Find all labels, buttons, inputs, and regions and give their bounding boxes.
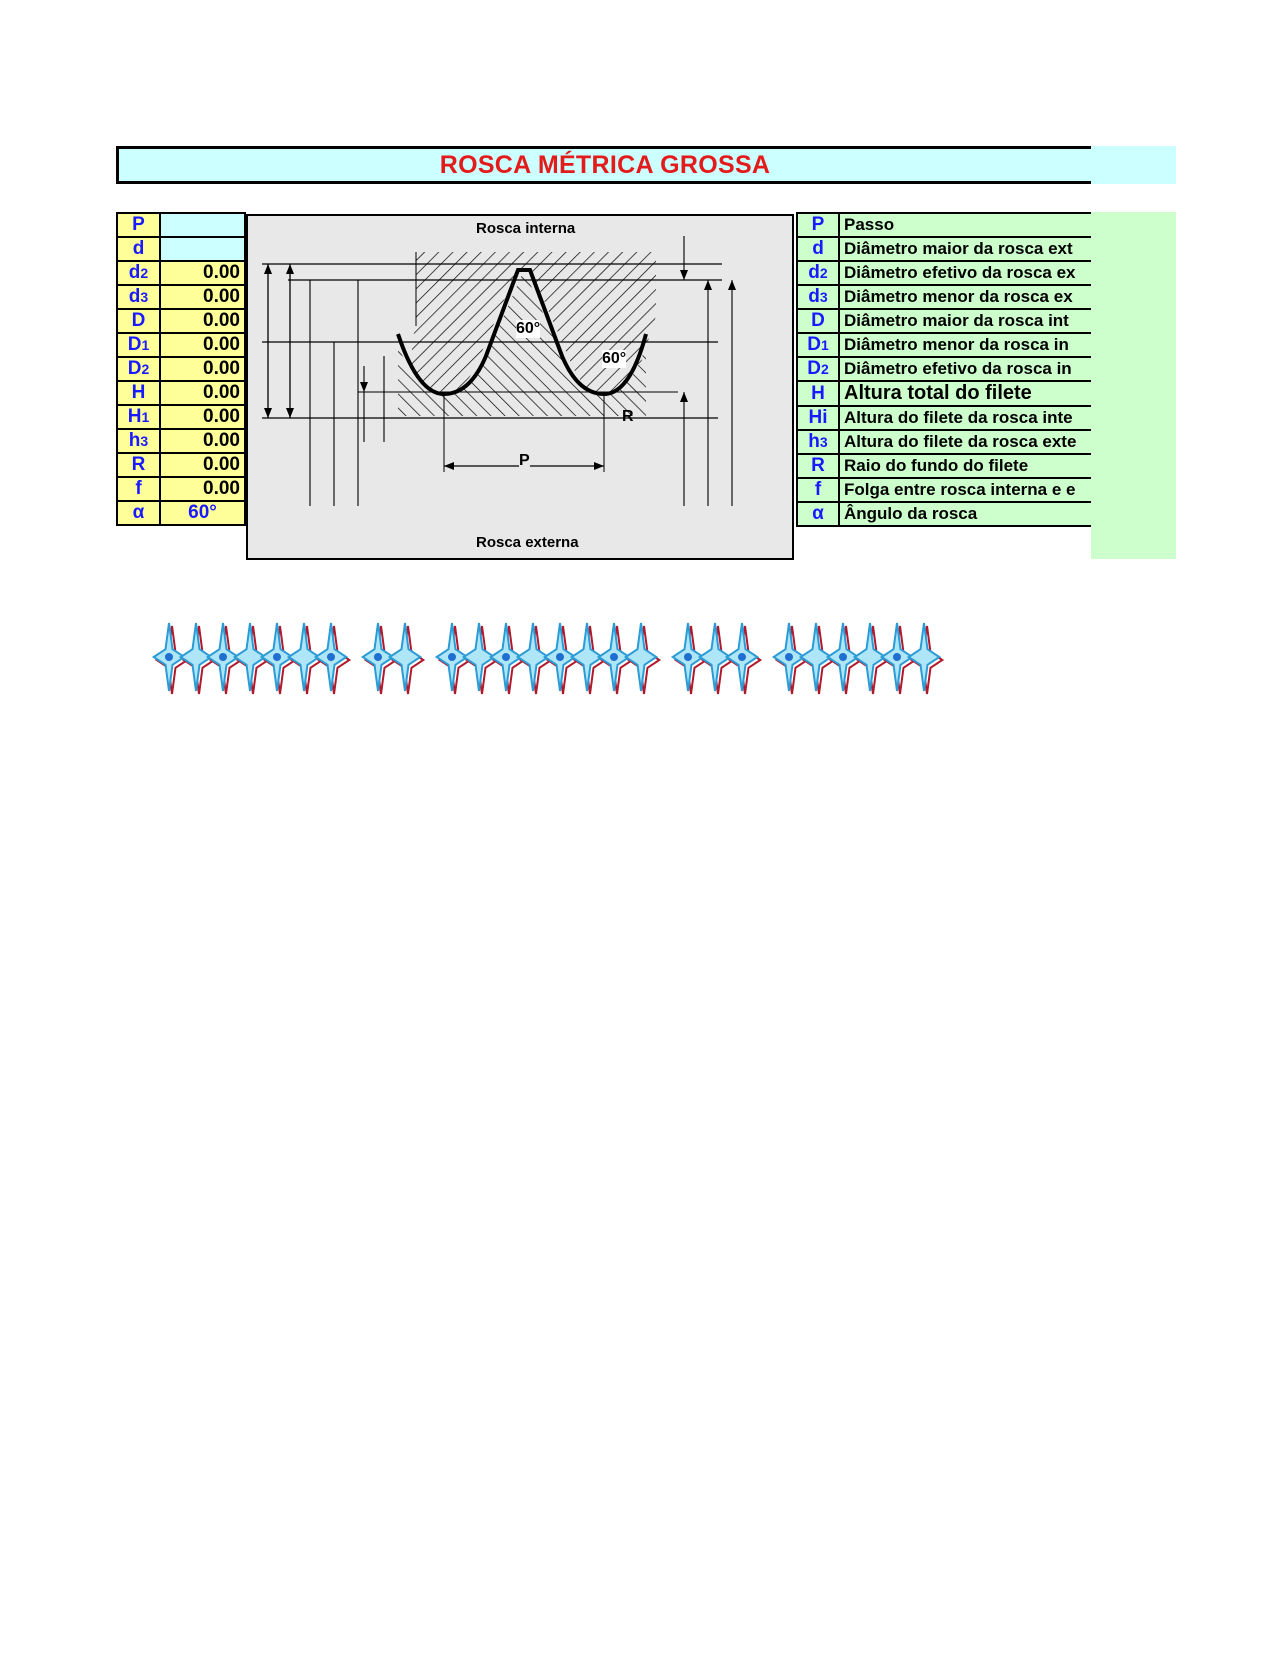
input-row <box>117 357 245 381</box>
input-row-symbol: d <box>117 237 160 261</box>
value-cell: 0.00 <box>160 453 245 477</box>
legend-row <box>797 261 1091 285</box>
legend-row-description: Diâmetro efetivo da rosca ex <box>839 261 1091 285</box>
input-cell[interactable] <box>160 213 245 237</box>
input-row <box>117 285 245 309</box>
wordart-glyph-dot <box>738 653 746 661</box>
input-row <box>117 501 245 525</box>
wordart-glyph-dot <box>327 653 335 661</box>
legend-row-symbol: d3 <box>797 285 839 309</box>
input-row-symbol: α <box>117 501 160 525</box>
input-row-symbol: D1 <box>117 333 160 357</box>
wordart-glyph-dot <box>839 653 847 661</box>
input-table <box>116 212 246 526</box>
value-cell: 60° <box>160 501 245 525</box>
value-cell: 0.00 <box>160 429 245 453</box>
input-row-symbol: H <box>117 381 160 405</box>
legend-row-symbol: d2 <box>797 261 839 285</box>
legend-row <box>797 406 1091 430</box>
wordart-glyph-dot <box>893 653 901 661</box>
legend-row <box>797 285 1091 309</box>
legend-row <box>797 333 1091 357</box>
legend-row-description: Diâmetro maior da rosca int <box>839 309 1091 333</box>
legend-row-symbol: H <box>797 381 839 406</box>
legend-row <box>797 357 1091 381</box>
value-cell: 0.00 <box>160 333 245 357</box>
legend-row <box>797 381 1091 406</box>
input-row <box>117 333 245 357</box>
input-cell[interactable] <box>160 237 245 261</box>
legend-row-symbol: d <box>797 237 839 261</box>
page-title: ROSCA MÉTRICA GROSSA <box>439 150 771 179</box>
legend-row-description: Diâmetro maior da rosca ext <box>839 237 1091 261</box>
diagram-bottom-label: Rosca externa <box>476 534 579 551</box>
input-row-symbol: R <box>117 453 160 477</box>
legend-row-description: Folga entre rosca interna e e <box>839 478 1091 502</box>
diagram-pitch-label: P <box>519 452 530 469</box>
input-row-symbol: P <box>117 213 160 237</box>
wordart-glyph-dot <box>502 653 510 661</box>
diagram-angle-label-2: 60° <box>602 350 627 367</box>
value-cell: 0.00 <box>160 405 245 429</box>
value-cell: 0.00 <box>160 477 245 501</box>
input-row-symbol: D <box>117 309 160 333</box>
input-row-symbol: d2 <box>117 261 160 285</box>
input-row <box>117 213 245 237</box>
input-row <box>117 309 245 333</box>
legend-row-symbol: α <box>797 502 839 526</box>
thread-profile-svg <box>248 216 792 558</box>
input-row <box>117 381 245 405</box>
legend-row <box>797 502 1091 526</box>
wordart-glyph-dot <box>556 653 564 661</box>
input-row <box>117 429 245 453</box>
input-row <box>117 477 245 501</box>
wordart-glyph-dot <box>219 653 227 661</box>
input-row-symbol: f <box>117 477 160 501</box>
legend-table <box>796 212 1091 527</box>
legend-row-symbol: h3 <box>797 430 839 454</box>
input-row-symbol: H1 <box>117 405 160 429</box>
value-cell: 0.00 <box>160 357 245 381</box>
legend-row-description: Altura total do filete <box>839 381 1091 406</box>
value-cell: 0.00 <box>160 261 245 285</box>
legend-row-symbol: f <box>797 478 839 502</box>
input-row <box>117 237 245 261</box>
wordart-glyph-dot <box>448 653 456 661</box>
legend-row-description: Altura do filete da rosca inte <box>839 406 1091 430</box>
legend-row <box>797 213 1091 237</box>
thread-profile-diagram <box>246 214 794 560</box>
legend-row-symbol: P <box>797 213 839 237</box>
value-cell: 0.00 <box>160 381 245 405</box>
legend-row-description: Altura do filete da rosca exte <box>839 430 1091 454</box>
input-row <box>117 405 245 429</box>
wordart-glyph <box>909 623 940 691</box>
legend-row-description: Diâmetro efetivo da rosca in <box>839 357 1091 381</box>
title-bar-extension <box>1091 146 1176 184</box>
wordart-glyph-dot <box>785 653 793 661</box>
legend-row-symbol: D2 <box>797 357 839 381</box>
wordart-banner <box>150 612 1090 702</box>
wordart-glyph-dot <box>684 653 692 661</box>
legend-row-description: Passo <box>839 213 1091 237</box>
input-row <box>117 453 245 477</box>
wordart-glyph-dot <box>273 653 281 661</box>
wordart-glyphs <box>154 623 943 694</box>
legend-row-description: Diâmetro menor da rosca in <box>839 333 1091 357</box>
input-row-symbol: d3 <box>117 285 160 309</box>
wordart-glyph-dot <box>374 653 382 661</box>
wordart-glyph <box>390 623 421 691</box>
legend-row <box>797 237 1091 261</box>
legend-row-symbol: D <box>797 309 839 333</box>
legend-row-description: Raio do fundo do filete <box>839 454 1091 478</box>
legend-row-symbol: Hi <box>797 406 839 430</box>
legend-row <box>797 478 1091 502</box>
value-cell: 0.00 <box>160 309 245 333</box>
legend-row <box>797 454 1091 478</box>
wordart-glyph <box>626 623 657 691</box>
title-bar <box>116 146 1091 184</box>
diagram-angle-label-1: 60° <box>516 320 541 337</box>
legend-row-description: Diâmetro menor da rosca ex <box>839 285 1091 309</box>
value-cell: 0.00 <box>160 285 245 309</box>
diagram-top-label: Rosca interna <box>476 220 576 237</box>
input-row-symbol: D2 <box>117 357 160 381</box>
input-row <box>117 261 245 285</box>
input-row-symbol: h3 <box>117 429 160 453</box>
legend-table-extension <box>1091 212 1176 559</box>
legend-row-symbol: D1 <box>797 333 839 357</box>
legend-row-description: Ângulo da rosca <box>839 502 1091 526</box>
wordart-glyph-dot <box>610 653 618 661</box>
legend-row-symbol: R <box>797 454 839 478</box>
diagram-radius-label: R <box>622 408 634 425</box>
legend-row <box>797 309 1091 333</box>
legend-row <box>797 430 1091 454</box>
wordart-glyph-dot <box>165 653 173 661</box>
